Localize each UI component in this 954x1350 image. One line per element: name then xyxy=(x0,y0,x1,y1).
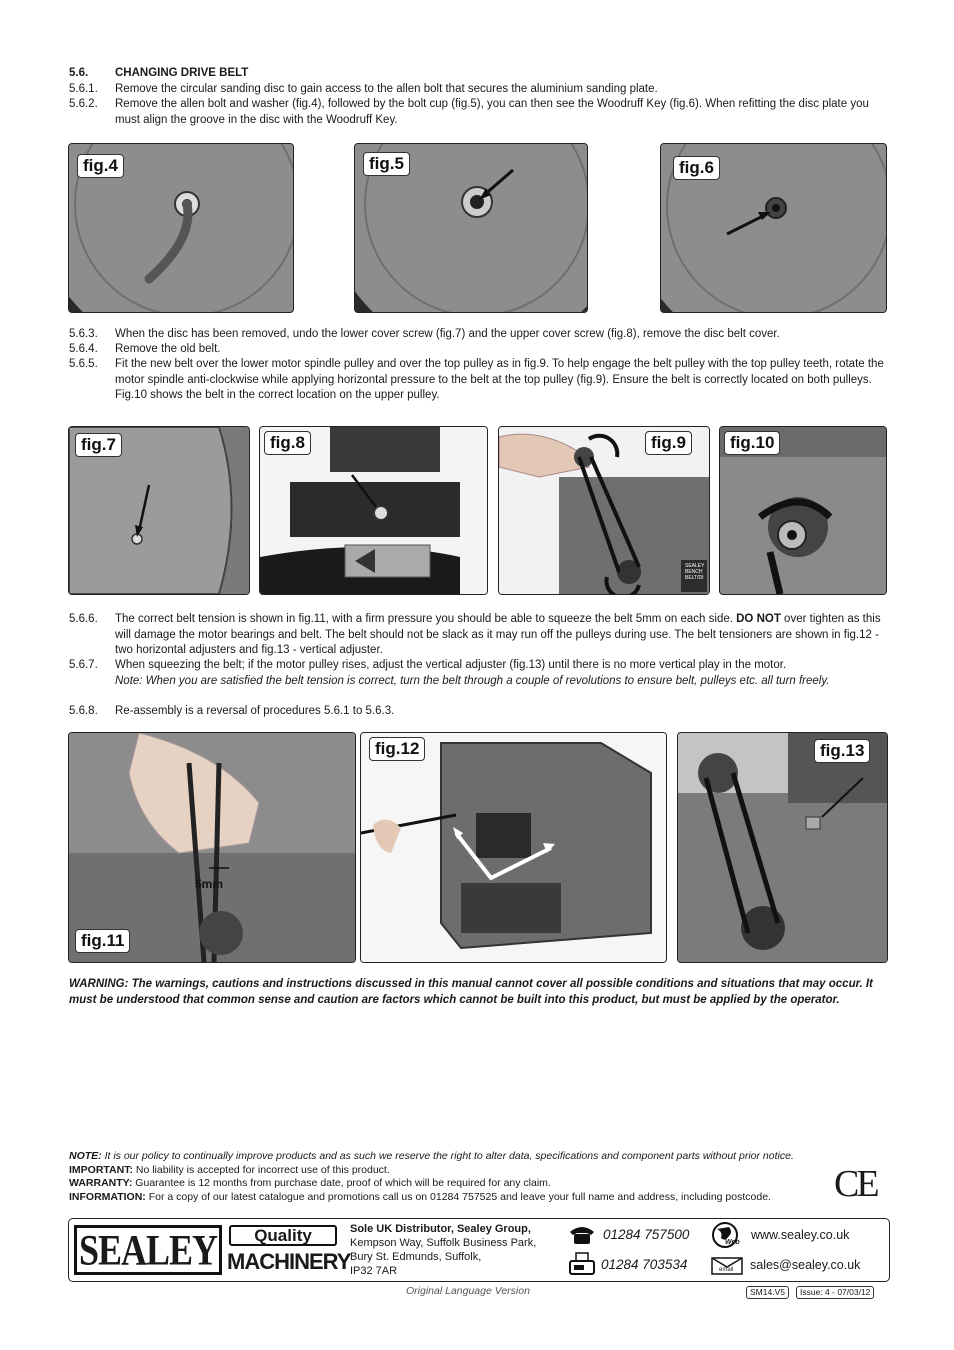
step-5-6-2 xyxy=(69,97,889,128)
warranty-text: Guarantee is 12 months from purchase date, proof of which will be required for any claim. xyxy=(132,1177,551,1189)
figure-4 xyxy=(68,143,294,313)
address-line: IP32 7AR xyxy=(350,1265,398,1277)
email-icon-label: email xyxy=(719,1267,734,1273)
step-5-6-4 xyxy=(69,342,889,358)
ce-mark-icon: CE xyxy=(834,1163,877,1205)
website-link[interactable]: www.sealey.co.uk xyxy=(751,1228,850,1242)
sealey-logo xyxy=(74,1225,222,1275)
step-5-6-5 xyxy=(69,357,889,404)
web-icon-label: Web xyxy=(725,1239,740,1246)
sealey-logo-text: SEALEY xyxy=(78,1226,218,1274)
figure-8 xyxy=(259,426,488,595)
figure-9 xyxy=(498,426,710,595)
information-label: INFORMATION: xyxy=(69,1190,146,1203)
step-text-bold: DO NOT xyxy=(736,613,781,625)
step-number: 5.6.8. xyxy=(69,705,98,717)
figure-6 xyxy=(660,143,887,313)
step-number: 5.6.4. xyxy=(69,343,98,355)
step-number: 5.6.2. xyxy=(69,98,98,110)
original-language-note: Original Language Version xyxy=(406,1285,530,1297)
figure-label: fig.10 xyxy=(724,431,780,455)
measure-label: 5mm xyxy=(195,877,224,891)
step-text: Remove the old belt. xyxy=(115,343,221,355)
figure-label: fig.7 xyxy=(75,433,122,457)
step-note: Note: When you are satisfied the belt tension is correct, turn the belt through a couple of revolutions to ensure belt, pulleys etc. all turn freely. xyxy=(115,674,830,687)
distributor-address xyxy=(350,1222,536,1278)
distributor-name: Sole UK Distributor, Sealey Group, xyxy=(350,1223,531,1235)
warranty-label: WARRANTY: xyxy=(69,1177,133,1189)
phone-icon xyxy=(567,1224,597,1246)
figure-label: fig.12 xyxy=(369,737,425,761)
phone-number[interactable]: 01284 757500 xyxy=(603,1227,690,1242)
fax-icon xyxy=(567,1252,597,1276)
issue-reference: Issue: 4 - 07/03/12 xyxy=(796,1286,874,1299)
step-text: When the disc has been removed, undo the lower cover screw (fig.7) and the upper cover screw (fig.8), remove the disc belt cover. xyxy=(115,328,780,340)
machinery-logo: MACHINERY xyxy=(227,1249,351,1274)
step-text: Remove the circular sanding disc to gain access to the allen bolt that secures the aluminium sanding plate. xyxy=(115,83,658,95)
figure-label: fig.8 xyxy=(264,431,311,455)
figure-7 xyxy=(68,426,250,595)
section-heading xyxy=(69,67,248,79)
figure-13 xyxy=(677,732,888,963)
step-5-6-3 xyxy=(69,327,889,343)
belt-tension-photo xyxy=(69,733,355,962)
fig9-badge-text: BENCH BELT/DI xyxy=(685,569,704,581)
important-line xyxy=(69,1164,869,1178)
note-text: It is our policy to continually improve products and as such we reserve the right to alter data, specifications and component parts without prior notice. xyxy=(101,1150,794,1162)
step-5-6-7 xyxy=(69,658,889,689)
figure-label: fig.5 xyxy=(363,152,410,176)
section-title: CHANGING DRIVE BELT xyxy=(115,67,249,79)
step-text-part: The correct belt tension is shown in fig.11, with a firm pressure you should be able to squeeze the belt 5mm on each side. xyxy=(115,613,737,625)
step-text: Re-assembly is a reversal of procedures 5.6.1 to 5.6.3. xyxy=(115,705,395,717)
note-line xyxy=(69,1150,869,1164)
fig9-badge-brand: SEALEY xyxy=(685,563,705,569)
horizontal-adjusters-photo xyxy=(361,733,666,962)
legal-notes xyxy=(69,1150,869,1204)
step-number: 5.6.3. xyxy=(69,328,98,340)
model-reference: SM14.V5 xyxy=(746,1286,789,1299)
step-number: 5.6.6. xyxy=(69,613,98,625)
step-text-part: When squeezing the belt; if the motor pulley rises, adjust the vertical adjuster (fig.13) until there is no more vertical play in the motor. xyxy=(115,659,787,671)
step-text-part: over tighten as this will damage the motor bearings and belt. The belt should not be slack as it may run off the pulleys during use. The belt tensioners are shown in fig.12 - two horizontal adjusters and fig.13 - vertical adjuster. xyxy=(115,613,881,656)
step-text xyxy=(115,658,889,689)
figure-label: fig.9 xyxy=(645,431,692,455)
step-5-6-1 xyxy=(69,82,889,98)
step-text: Remove the allen bolt and washer (fig.4), followed by the bolt cup (fig.5), you can then see the Woodruff Key (fig.6). When refitting the disc plate you must align the groove in the disc with the Woodruff Key. xyxy=(115,98,869,126)
warning-text: WARNING: The warnings, cautions and instructions discussed in this manual cannot cover all possible conditions and situations that may occur. It must be understood that common sense and caution are factors which cannot be built into this product, but must be applied by the operator. xyxy=(69,978,873,1006)
figure-5 xyxy=(354,143,588,313)
figure-11 xyxy=(68,732,356,963)
step-text xyxy=(115,612,889,659)
address-line: Bury St. Edmunds, Suffolk, xyxy=(350,1251,482,1263)
warranty-line xyxy=(69,1177,869,1191)
information-text: For a copy of our latest catalogue and promotions call us on 01284 757525 and leave your full name and address, including postcode. xyxy=(145,1190,771,1203)
quality-logo: Quality xyxy=(229,1225,337,1246)
email-link[interactable]: sales@sealey.co.uk xyxy=(750,1258,861,1272)
step-5-6-8 xyxy=(69,704,889,720)
step-text: Fit the new belt over the lower motor spindle pulley and over the top pulley as in fig.9. To help engage the belt pulley with the top pulley teeth, rotate the motor spindle anti-clockwise while applying horizontal pressure to the belt at the top pulley (fig.9). Ensure the belt is correctly located on both pulleys. Fig.10 shows the belt in the correct location on the upper pulley. xyxy=(115,358,884,401)
step-number: 5.6.7. xyxy=(69,659,98,671)
footer-box xyxy=(68,1218,890,1282)
figure-label: fig.4 xyxy=(77,154,124,178)
vertical-adjuster-photo xyxy=(678,733,887,962)
step-number: 5.6.5. xyxy=(69,358,98,370)
step-5-6-6 xyxy=(69,612,889,659)
step-number: 5.6.1. xyxy=(69,83,98,95)
address-line: Kempson Way, Suffolk Business Park, xyxy=(350,1237,537,1249)
figure-10 xyxy=(719,426,887,595)
figure-label: fig.11 xyxy=(75,929,130,953)
important-text: No liability is accepted for incorrect use of this product. xyxy=(132,1163,390,1176)
figure-12 xyxy=(360,732,667,963)
figure-label: fig.13 xyxy=(814,739,870,763)
information-line xyxy=(69,1191,869,1205)
fax-number[interactable]: 01284 703534 xyxy=(601,1257,688,1272)
fig9-badge xyxy=(685,563,709,581)
note-label: NOTE: xyxy=(69,1150,102,1162)
section-number: 5.6. xyxy=(69,67,89,79)
important-label: IMPORTANT: xyxy=(69,1163,133,1176)
figure-label: fig.6 xyxy=(673,156,720,180)
